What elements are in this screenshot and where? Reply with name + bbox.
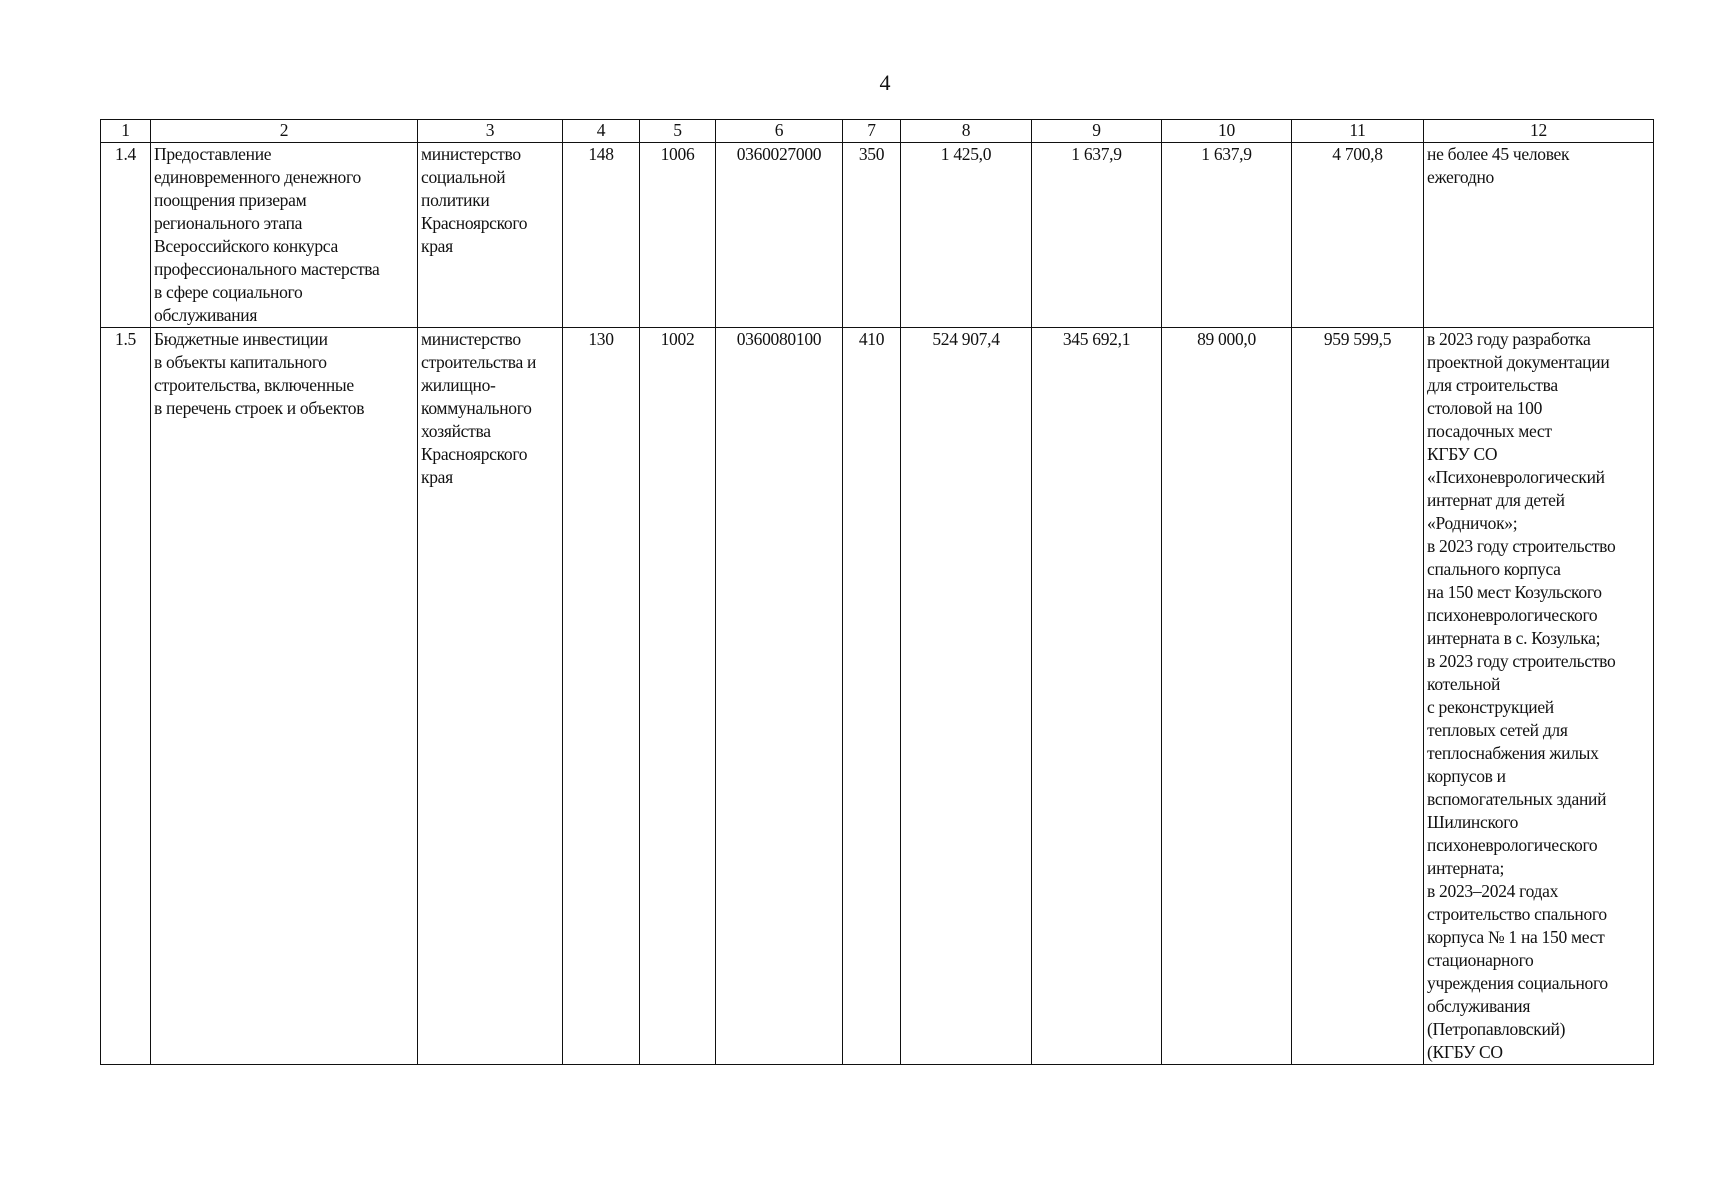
rzpr-code: 1002 xyxy=(640,328,716,1065)
col-header-12: 12 xyxy=(1424,120,1654,143)
program-activities-table xyxy=(100,119,1654,1065)
amount-col-8: 524 907,4 xyxy=(901,328,1032,1065)
header-row xyxy=(101,120,1654,143)
vr-code: 350 xyxy=(843,143,901,328)
col-header-10: 10 xyxy=(1162,120,1292,143)
csr-code: 0360027000 xyxy=(716,143,843,328)
amount-total: 4 700,8 xyxy=(1292,143,1424,328)
col-header-8: 8 xyxy=(901,120,1032,143)
row-number: 1.4 xyxy=(101,143,151,328)
grbs-code: 130 xyxy=(563,328,640,1065)
amount-col-8: 1 425,0 xyxy=(901,143,1032,328)
expected-result: не более 45 человек ежегодно xyxy=(1424,143,1654,328)
vr-code: 410 xyxy=(843,328,901,1065)
amount-col-9: 1 637,9 xyxy=(1032,143,1162,328)
activity-name: Бюджетные инвестиции в объекты капитального строительства, включенные в перечень строек и объектов xyxy=(151,328,418,1065)
col-header-3: 3 xyxy=(418,120,563,143)
col-header-5: 5 xyxy=(640,120,716,143)
amount-col-10: 89 000,0 xyxy=(1162,328,1292,1065)
grbs-code: 148 xyxy=(563,143,640,328)
csr-code: 0360080100 xyxy=(716,328,843,1065)
activity-name: Предоставление единовременного денежного поощрения призерам регионального этапа Всероссийского конкурса профессионального мастерства в сфере социального обслуживания xyxy=(151,143,418,328)
rzpr-code: 1006 xyxy=(640,143,716,328)
col-header-6: 6 xyxy=(716,120,843,143)
row-number: 1.5 xyxy=(101,328,151,1065)
col-header-7: 7 xyxy=(843,120,901,143)
expected-result: в 2023 году разработка проектной документации для строительства столовой на 100 посадочных мест КГБУ СО «Психоневрологический интернат для детей «Родничок»; в 2023 году строительство спального корпуса на 150 мест Козульского психоневрологического интерната в с. Козулька; в 2023 году строительство котельной с реконструкцией тепловых сетей для теплоснабжения жилых корпусов и вспомогательных зданий Шилинского психоневрологического интерната; в 2023–2024 годах строительство спального корпуса № 1 на 150 мест стационарного учреждения социального обслуживания (Петропавловский) (КГБУ СО xyxy=(1424,328,1654,1065)
col-header-9: 9 xyxy=(1032,120,1162,143)
col-header-2: 2 xyxy=(151,120,418,143)
col-header-4: 4 xyxy=(563,120,640,143)
executor: министерство социальной политики Красноярского края xyxy=(418,143,563,328)
table-row xyxy=(101,143,1654,328)
executor: министерство строительства и жилищно- коммунального хозяйства Красноярского края xyxy=(418,328,563,1065)
table-row xyxy=(101,328,1654,1065)
amount-col-10: 1 637,9 xyxy=(1162,143,1292,328)
amount-col-9: 345 692,1 xyxy=(1032,328,1162,1065)
page-number: 4 xyxy=(879,70,891,95)
col-header-1: 1 xyxy=(101,120,151,143)
col-header-11: 11 xyxy=(1292,120,1424,143)
amount-total: 959 599,5 xyxy=(1292,328,1424,1065)
